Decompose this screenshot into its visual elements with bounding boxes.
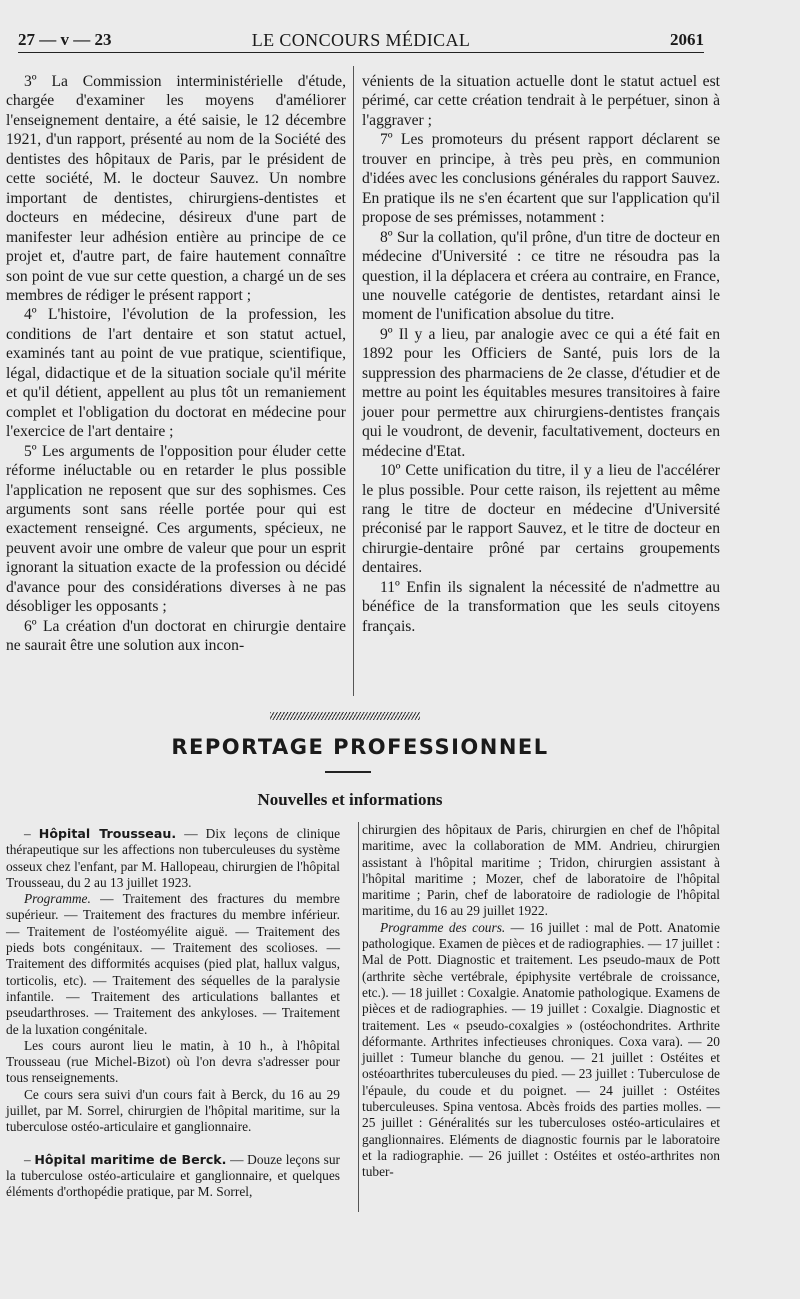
header-date: 27 — v — 23 <box>18 30 112 49</box>
section-ornament <box>270 712 420 720</box>
running-header <box>18 28 704 53</box>
column-divider-lower <box>358 822 359 1212</box>
section-title: REPORTAGE PROFESSIONNEL <box>171 735 549 759</box>
paragraph-4: 4º L'histoire, l'évolution de la profession, les conditions de l'art dentaire et son statut actuel, examinés tant au point de vue pratique, scientifique, légal, didactique et de la situation sociale qu'il mérite et qu'il détient, appellent au plus tôt un remaniement complet et l'obligation du doctorat en médecine pour l'exercice de l'art dentaire ; <box>6 306 346 441</box>
berck-intro-text: — Douze leçons sur la tuberculose ostéo-articulaire et ganglionnaire, et quelques éléments d'orthopédie pratique, par M. Sorrel, <box>6 1151 340 1200</box>
berck-programme <box>362 920 720 1181</box>
berck-programme-text: — 16 juillet : mal de Pott. Anatomie pathologique. Examen de pièces et de radiographies. — 17 juillet : Mal de Pott. Diagnostic et traitement. Les pseudo-maux de Pott (arthrite sèche vertébrale, épiphysite vertébrale de croissance, etc.). — 18 juillet : Coxalgie. Anatomie pathologique. Examens de pièces et de radiographies. — 19 juillet : Coxalgie. Diagnostic et traitement. Les « pseudo-coxalgies » (ostéochondrites. Arthrite déformante. Arthrites infectieuses chroniques. Coxa vara). — 20 juillet : Tumeur blanche du genou. — 21 juillet : Ostéites et ostéoarthrites tuberculeuses du pied. — 23 juillet : Tuberculose de l'épaule, du coude et du poignet. — 24 juillet : Ostéites tuberculeuses. Spina ventosa. Abcès froids des parties molles. — 25 juillet : Généralités sur les tuberculoses ostéo-articulaires et ganglionnaires. Eléments de diagnostic fournis par le laboratoire et la radiographie. — 26 juillet : Ostéites et ostéo-arthrites non tuber- <box>362 919 720 1180</box>
paragraph-7: 7º Les promoteurs du présent rapport déclarent se trouver en principe, à très peu près, en communion d'idées avec les conclusions générales du rapport Sauvez. En pratique ils ne s'en écartent que sur l'application qu'il propose de ses prémisses, notamment : <box>362 131 720 227</box>
berck-programme-label: Programme des cours. <box>380 919 506 935</box>
paragraph-5: 5º Les arguments de l'opposition pour éluder cette réforme inéluctable ou en retarder le plus possible l'application ne reposent que sur des sophismes. Ces arguments sont sans réelle portée pour qui est exactement renseigné. Ces arguments, spécieux, ne peuvent avoir une ombre de valeur que pour un esprit ignorant la situation exacte de la profession ou décidé d'avance pour des considérations diverses à ne pas désobliger les opposants ; <box>6 442 346 616</box>
top-right-column <box>362 72 720 636</box>
page-number: 2061 <box>670 30 704 49</box>
trousseau-intro-text: — Dix leçons de clinique thérapeutique sur les affections non tuberculeuses du système osseux chez l'enfant, par M. Hallopeau, chirurgien de l'hôpital Trousseau, du 2 au 13 juillet 1923. <box>6 826 341 890</box>
paragraph-6: 6º La création d'un doctorat en chirurgie dentaire ne saurait être une solution aux incon- <box>6 617 346 655</box>
column-divider <box>353 66 354 696</box>
paragraph-11: 11º Enfin ils signalent la nécessité de n'admettre au bénéfice de la transformation que les seuls citoyens français. <box>362 578 720 635</box>
berck-lead: Hôpital maritime de Berck. <box>34 1151 227 1167</box>
subsection-title: Nouvelles et informations <box>257 790 443 809</box>
trousseau-cours: Les cours auront lieu le matin, à 10 h., à l'hôpital Trousseau (rue Michel-Bizot) où l'on devra s'adresser pour tous renseignements. <box>6 1037 340 1086</box>
trousseau-programme-text: — Traitement des fractures du membre supérieur. — Traitement des fractures du membre inférieur. — Traitement de l'ostéomyélite aiguë. — Traitement des pieds bots congénitaux. — Traitement des scolioses. — Traitement des difformités acquises (pied plat, hallux valgus, torticolis, etc). — Traitement des séquelles de la paralysie infantile. — Traitement des articulations ballantes et pseudarthroses. — Traitement des ankyloses. — Traitement de la luxation congénitale. <box>6 891 340 1037</box>
trousseau-berck-note: Ce cours sera suivi d'un cours fait à Berck, du 16 au 29 juillet, par M. Sorrel, chirurgien de l'hôpital maritime, sur la tuberculose ostéo-articulaire et ganglionnaire. <box>6 1086 340 1135</box>
title-rule <box>325 771 371 773</box>
berck-continued: chirurgien des hôpitaux de Paris, chirurgien en chef de l'hôpital maritime, avec la collaboration de MM. Andrieu, chirurgien assistant à l'hôpital maritime ; Tridon, chirurgien assistant à l'hôpital maritime ; Mozer, chef de laboratoire de l'hôpital maritime ; Parin, chef de laboratoire de radiologie de l'hôpital maritime, du 16 au 29 juillet 1922. <box>362 822 720 919</box>
paragraph-8: 8º Sur la collation, qu'il prône, d'un titre de docteur en médecine d'Université : ce titre ne résoudra pas la question, il la déplacera et créera au contraire, en France, une nouvelle catégorie de dentistes, retardant ainsi le moment de l'unification absolue du titre. <box>362 228 720 324</box>
journal-title: LE CONCOURS MÉDICAL <box>251 30 471 50</box>
paragraph-3: 3º La Commission interministérielle d'étude, chargée d'examiner les moyens d'améliorer l'enseignement dentaire, a été saisie, le 12 décembre 1921, d'un rapport, présenté au nom de la Société des dentistes des hôpitaux de Paris, par le président de cette société, M. le docteur Sauvez. Un nombre important de dentistes, chirurgiens-dentistes et docteurs en médecine, désireux d'une part de manifester leur adhésion entière au principe de ce projet et, d'autre part, de faire hautement connaître son point de vue sur cette question, a chargé un de ses membres de rédiger le présent rapport ; <box>6 73 346 304</box>
trousseau-programme <box>6 891 340 1038</box>
news-right-column <box>362 822 720 1181</box>
paragraph-10: 10º Cette unification du titre, il y a lieu de l'accélérer le plus possible. Pour cette raison, ils rejettent au même rang le titre de docteur en médecine d'Université préconisé par le rapport Sauvez, et le titre de docteur en chirurgie-dentaire prôné par certains groupements dentaires. <box>362 462 720 577</box>
trousseau-lead: Hôpital Trousseau. <box>38 826 177 841</box>
top-left-column <box>6 72 346 656</box>
paragraph-6-continued: vénients de la situation actuelle dont le statut actuel est périmé, car cette création tendrait à le perpétuer, sinon à l'aggraver ; <box>362 73 720 129</box>
trousseau-intro: – Hôpital Trousseau. — Dix leçons de clinique thérapeutique sur les affections non tuberculeuses du système osseux chez l'enfant, par M. Hallopeau, chirurgien de l'hôpital Trousseau, du 2 au 13 juillet 1923. <box>6 826 341 890</box>
berck-intro: – Hôpital maritime de Berck. — Douze leçons sur la tuberculose ostéo-articulaire et ganglionnaire, et quelques éléments d'orthopédie pratique, par M. Sorrel, <box>6 1151 340 1200</box>
paragraph-9: 9º Il y a lieu, par analogie avec ce qui a été fait en 1892 pour les Officiers de Santé, puis lors de la suppression des pharmaciens de 2e classe, d'étudier et de mettre au point les équitables mesures transitoires à faire jouer pour permettre aux chirurgiens-dentistes français qui le voudront, de devenir, facultativement, docteurs en médecine d'Etat. <box>362 325 720 460</box>
trousseau-programme-label: Programme. <box>24 891 91 907</box>
news-left-column <box>6 826 340 1201</box>
